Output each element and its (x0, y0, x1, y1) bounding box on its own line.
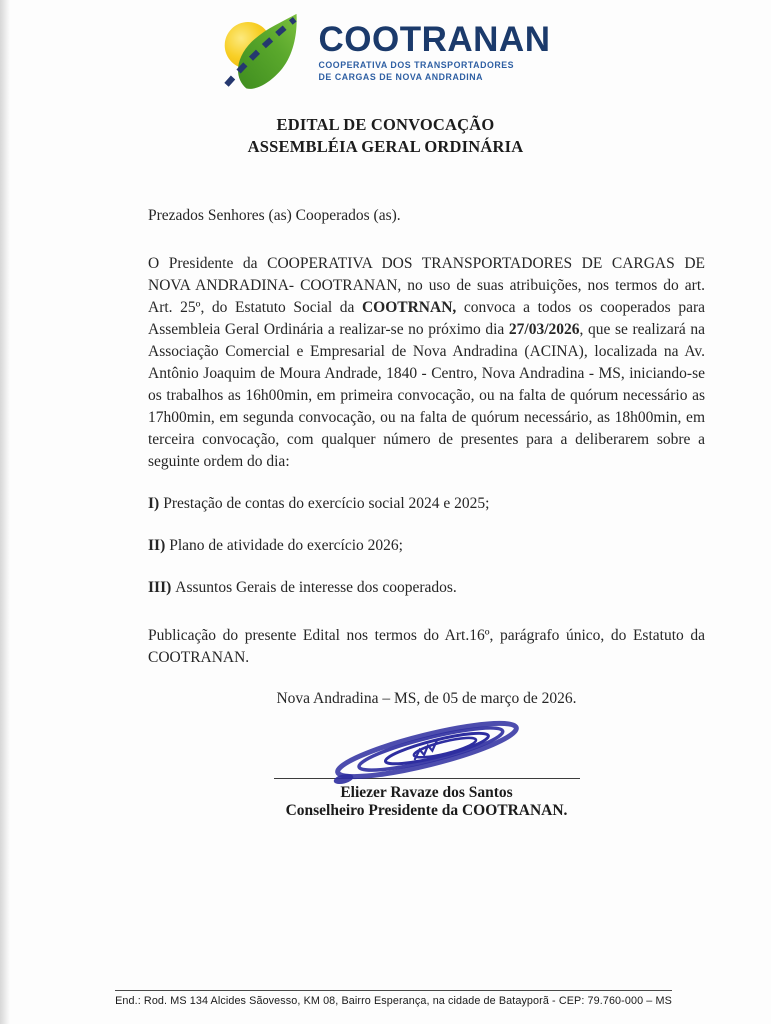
main-paragraph (148, 253, 705, 473)
logo-subtitle (319, 60, 551, 84)
paragraph-segment: convoca a todos os cooperados para Assembleia Geral Ordinária a realizar-se no próximo dia (148, 298, 705, 338)
signature-scribble-icon (307, 712, 547, 786)
paragraph-segment: O Presidente da COOPERATIVA DOS TRANSPORTADORES DE CARGAS DE NOVA ANDRADINA- COOTRANAN, no uso de suas atribuições, nos termos do art. Art. 25º, do Estatuto Social da (148, 254, 705, 316)
signature-line (274, 778, 580, 779)
document-title (0, 114, 771, 159)
logo-wordmark: COOTRANAN (318, 19, 551, 59)
signature-block (148, 712, 705, 820)
logo-subtitle-line2: DE CARGAS DE NOVA ANDRADINA (318, 71, 484, 82)
agenda-item-1 (148, 493, 705, 515)
signatory-name: Eliezer Ravaze dos Santos (340, 783, 513, 801)
agenda-item-2 (148, 535, 705, 557)
logo-subtitle-line1: COOPERATIVA DOS TRANSPORTADORES (318, 59, 515, 70)
title-line2: ASSEMBLÉIA GERAL ORDINÁRIA (247, 137, 524, 157)
signatory-role: Conselheiro Presidente da COOTRANAN. (285, 801, 568, 819)
agenda-marker-2: II) (148, 536, 166, 554)
title-line1: EDITAL DE CONVOCAÇÃO (276, 115, 495, 134)
logo-text (318, 19, 551, 84)
agenda-text-1: Prestação de contas do exercício social 2024 e 2025; (163, 494, 490, 512)
logo (0, 0, 771, 92)
agenda-text-3: Assuntos Gerais de interesse dos cooperados. (175, 578, 457, 596)
salutation: Prezados Senhores (as) Cooperados (as). (148, 206, 401, 224)
paragraph-bold-date: 27/03/2026 (508, 320, 580, 338)
cootranan-logo-icon (221, 13, 311, 92)
agenda-item-3 (148, 577, 705, 599)
agenda-text-2: Plano de atividade do exercício 2026; (169, 536, 403, 554)
paragraph-segment: , que se realizará na Associação Comercial e Empresarial de Nova Andradina (ACINA), localizada na Av. Antônio Joaquim de Moura Andrade, 1840 - Centro, Nova Andradina - MS, iniciando-se os trabalhos as 16h00min, em primeira convocação, ou na falta de quórum necessário as 17h00min, em segunda convocação, ou na falta de quórum necessário, as 18h00min, em terceira convocação, com qualquer número de presentes para a deliberarem sobre a seguinte ordem do dia: (148, 320, 705, 470)
paragraph-bold-cootrnan: COOTRNAN, (361, 298, 457, 316)
footer-address: End.: Rod. MS 134 Alcides Sãovesso, KM 08, Bairro Esperança, na cidade de Batayporã - CEP: 79.760-000 – MS (115, 990, 672, 1007)
agenda-marker-1: I) (148, 494, 160, 512)
agenda-marker-3: III) (148, 578, 172, 596)
dateline: Nova Andradina – MS, de 05 de março de 2026. (276, 689, 577, 707)
closing-paragraph: Publicação do presente Edital nos termos do Art.16º, parágrafo único, do Estatuto da COOTRANAN. (148, 626, 705, 666)
document-body (0, 207, 771, 820)
